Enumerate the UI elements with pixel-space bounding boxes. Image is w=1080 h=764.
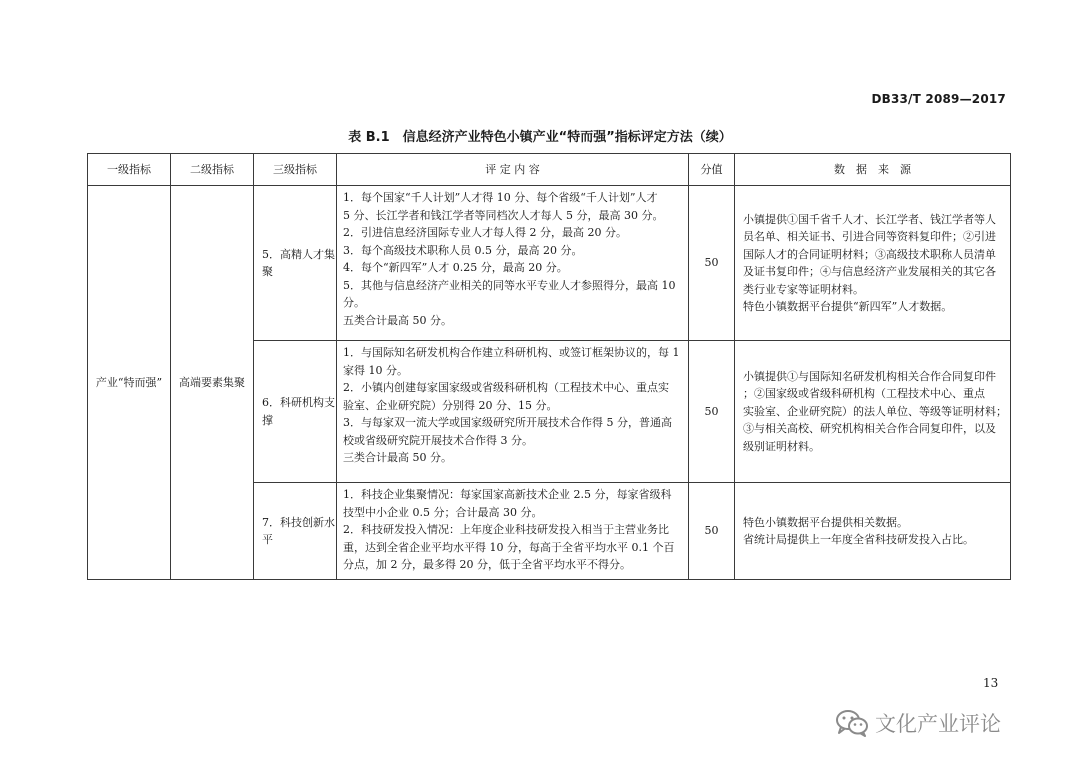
document-code: DB33/T 2089—2017 xyxy=(871,92,1006,106)
source-line: 级别证明材料。 xyxy=(743,439,820,453)
content-line: 重，达到全省企业平均水平得 10 分，每高于全省平均水平 0.1 个百 xyxy=(343,540,675,554)
column-header-level1: 一级指标 xyxy=(88,154,171,186)
source-line: 特色小镇数据平台提供相关数据。 xyxy=(743,515,908,529)
content-line: 2．引进信息经济国际专业人才每人得 2 分，最高 20 分。 xyxy=(343,226,627,239)
score-cell: 50 xyxy=(689,186,735,341)
content-line: 5．其他与信息经济产业相关的同等水平专业人才参照得分，最高 10 xyxy=(343,278,676,292)
level3-line: 聚 xyxy=(262,265,273,278)
content-line: 分。 xyxy=(343,296,365,309)
content-line: 三类合计最高 50 分。 xyxy=(343,451,452,464)
level3-cell xyxy=(254,186,337,341)
watermark xyxy=(835,708,1001,738)
content-line: 2．科技研发投入情况：上年度企业科技研发投入相当于主营业务比 xyxy=(343,523,669,536)
page-number: 13 xyxy=(983,676,999,690)
column-header-level2: 二级指标 xyxy=(171,154,254,186)
watermark-text: 文化产业评论 xyxy=(875,712,1001,736)
column-header-content: 评 定 内 容 xyxy=(337,154,689,186)
level2-cell: 高端要素集聚 xyxy=(171,186,254,580)
source-line: ③与相关高校、研究机构相关合作合同复印件，以及 xyxy=(743,422,996,436)
source-cell xyxy=(735,186,1011,341)
content-line: 技型中小企业 0.5 分；合计最高 30 分。 xyxy=(343,505,543,519)
content-cell xyxy=(337,483,689,580)
level3-line: 7．科技创新水 xyxy=(262,515,335,529)
score-cell: 50 xyxy=(689,483,735,580)
table-row xyxy=(88,186,1011,341)
column-header-level3: 三级指标 xyxy=(254,154,337,186)
content-line: 1．每个国家“千人计划”人才得 10 分、每个省级“千人计划”人才 xyxy=(343,191,658,204)
level3-line: 撑 xyxy=(262,413,273,427)
level3-cell xyxy=(254,341,337,483)
level1-cell: 产业“特而强” xyxy=(88,186,171,580)
content-line: 分点，加 2 分，最多得 20 分，低于全省平均水平不得分。 xyxy=(343,558,631,571)
source-line: 实验室、企业研究院）的法人单位、等级等证明材料； xyxy=(743,404,1007,418)
score-cell: 50 xyxy=(689,341,735,483)
level3-cell xyxy=(254,483,337,580)
table-title: 表 B.1 信息经济产业特色小镇产业“特而强”指标评定方法（续） xyxy=(348,130,732,145)
source-line: 小镇提供①与国际知名研发机构相关合作合同复印件 xyxy=(743,369,996,383)
source-line: 特色小镇数据平台提供“新四军”人才数据。 xyxy=(743,300,953,313)
source-line: 国际人才的合同证明材料；③高级技术职称人员清单 xyxy=(743,247,996,261)
source-line: 类行业专家等证明材料。 xyxy=(743,282,864,296)
column-header-source: 数 据 来 源 xyxy=(735,154,1011,186)
level3-line: 5．高精人才集 xyxy=(262,247,335,261)
content-line: 1．科技企业集聚情况：每家国家高新技术企业 2.5 分，每家省级科 xyxy=(343,488,672,501)
content-line: 3．与每家双一流大学或国家级研究所开展技术合作得 5 分，普通高 xyxy=(343,416,672,429)
content-line: 家得 10 分。 xyxy=(343,363,408,377)
content-line: 验室、企业研究院）分别得 20 分、15 分。 xyxy=(343,398,558,412)
wechat-icon xyxy=(835,709,869,737)
source-cell xyxy=(735,483,1011,580)
source-line: ；②国家级或省级科研机构（工程技术中心、重点 xyxy=(743,387,985,401)
content-line: 1．与国际知名研发机构合作建立科研机构、或签订框架协议的，每 1 xyxy=(343,346,680,359)
source-line: 及证书复印件；④与信息经济产业发展相关的其它各 xyxy=(743,265,996,278)
level3-line: 6．科研机构支 xyxy=(262,396,335,409)
content-line: 4．每个“新四军”人才 0.25 分，最高 20 分。 xyxy=(343,261,568,274)
evaluation-table xyxy=(87,153,1011,580)
source-cell xyxy=(735,341,1011,483)
table-header-row xyxy=(88,154,1011,186)
content-line: 5 分、长江学者和钱江学者等同档次人才每人 5 分，最高 30 分。 xyxy=(343,208,664,222)
column-header-score: 分值 xyxy=(689,154,735,186)
content-line: 3．每个高级技术职称人员 0.5 分，最高 20 分。 xyxy=(343,243,583,257)
source-line: 员名单、相关证书、引进合同等资料复印件；②引进 xyxy=(743,230,996,243)
content-line: 2．小镇内创建每家国家级或省级科研机构（工程技术中心、重点实 xyxy=(343,381,669,394)
content-cell xyxy=(337,186,689,341)
source-line: 小镇提供①国千省千人才、长江学者、钱江学者等人 xyxy=(743,212,996,226)
content-line: 校或省级研究院开展技术合作得 3 分。 xyxy=(343,433,533,447)
content-cell xyxy=(337,341,689,483)
source-line: 省统计局提供上一年度全省科技研发投入占比。 xyxy=(743,533,974,546)
level3-line: 平 xyxy=(262,533,273,546)
content-line: 五类合计最高 50 分。 xyxy=(343,313,452,327)
